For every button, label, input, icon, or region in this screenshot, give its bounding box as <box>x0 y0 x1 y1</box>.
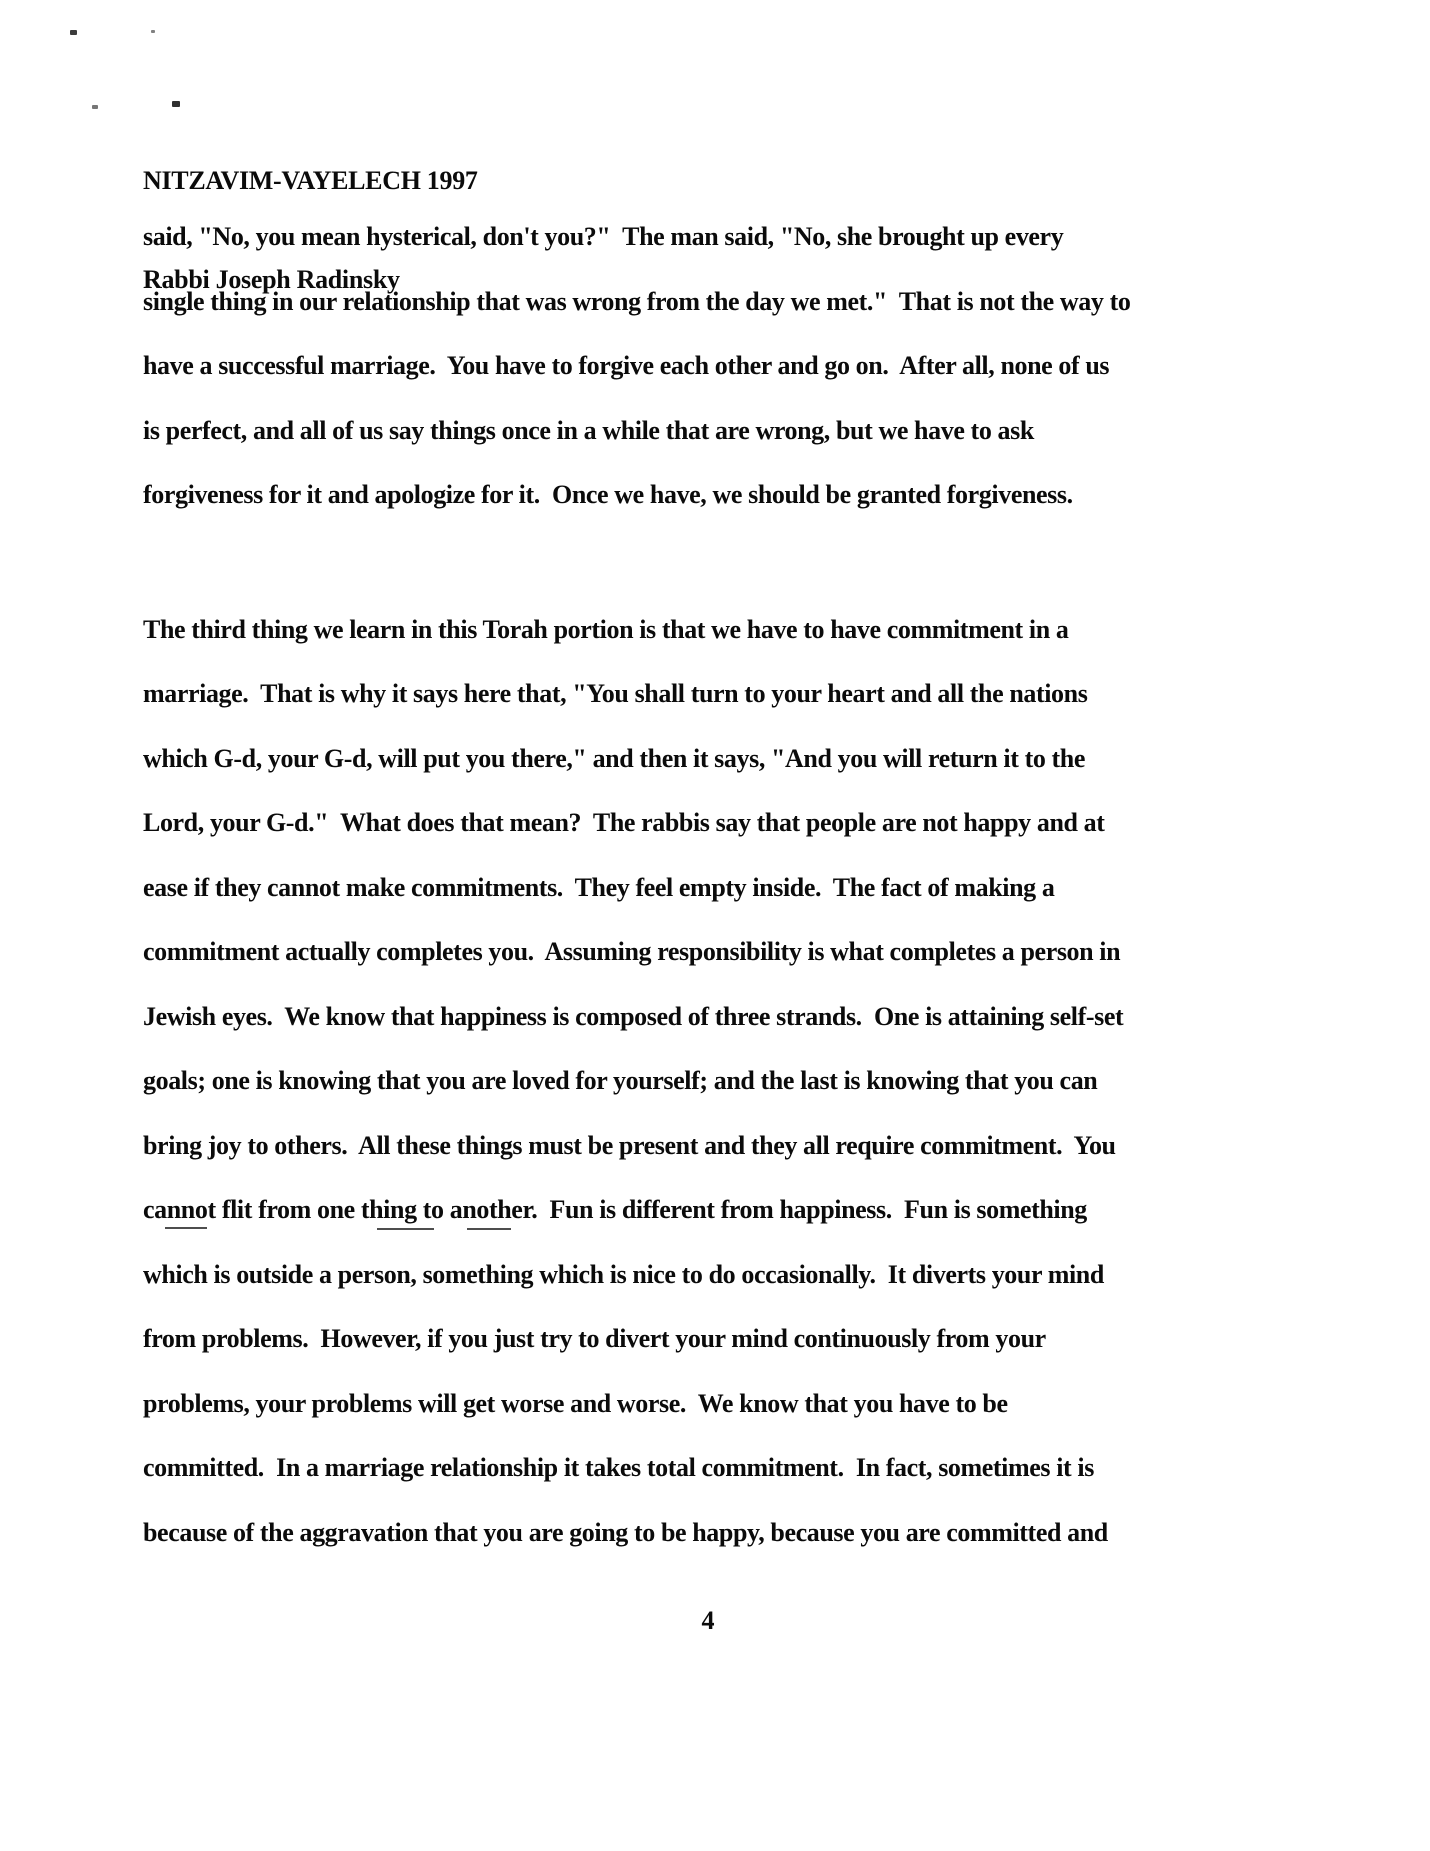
text-line: bring joy to others. All these things must be present and they all require commitment. You <box>143 1130 1116 1160</box>
text-line: ease if they cannot make commitments. They feel empty inside. The fact of making a <box>143 872 1055 902</box>
text-line: single thing in our relationship that was wrong from the day we met." That is not the way to <box>143 286 1131 316</box>
document-title: NITZAVIM-VAYELECH 1997 <box>143 166 478 195</box>
paragraph <box>143 205 1130 528</box>
scan-underline-artifact <box>377 1228 434 1230</box>
text-line: because of the aggravation that you are going to be happy, because you are committed and <box>143 1517 1108 1547</box>
text-line: forgiveness for it and apologize for it. Once we have, we should be granted forgiveness. <box>143 480 1073 509</box>
scan-underline-artifact <box>165 1227 207 1229</box>
scan-speck <box>70 30 77 35</box>
text-line: which G-d, your G-d, will put you there," and then it says, "And you will return it to the <box>143 743 1085 773</box>
text-line: commitment actually completes you. Assuming responsibility is what completes a person in <box>143 937 1121 966</box>
text-line: committed. In a marriage relationship it takes total commitment. In fact, sometimes it is <box>143 1453 1094 1482</box>
text-line: Jewish eyes. We know that happiness is composed of three strands. One is attaining self-set <box>143 1001 1124 1031</box>
text-line: from problems. However, if you just try to divert your mind continuously from your <box>143 1324 1046 1353</box>
text-line: have a successful marriage. You have to forgive each other and go on. After all, none of us <box>143 351 1110 380</box>
text-line: Lord, your G-d." What does that mean? The rabbis say that people are not happy and at <box>143 808 1105 837</box>
document-body <box>143 205 1130 1565</box>
scan-speck <box>92 105 98 109</box>
text-line: said, "No, you mean hysterical, don't you?" The man said, "No, she brought up every <box>143 222 1064 251</box>
text-line: problems, your problems will get worse and worse. We know that you have to be <box>143 1388 1008 1418</box>
document-author: Rabbi Joseph Radinsky <box>143 265 400 294</box>
text-line: goals; one is knowing that you are loved for yourself; and the last is knowing that you can <box>143 1066 1098 1095</box>
text-line: is perfect, and all of us say things once in a while that are wrong, but we have to ask <box>143 415 1034 445</box>
text-line: cannot flit from one thing to another. Fun is different from happiness. Fun is something <box>143 1195 1087 1224</box>
paragraph-gap <box>143 528 1130 598</box>
scan-underline-artifact <box>467 1228 511 1230</box>
scan-speck <box>151 30 155 33</box>
paragraph <box>143 598 1130 1566</box>
page-number: 4 <box>701 1606 715 1635</box>
text-line: marriage. That is why it says here that, "You shall turn to your heart and all the nations <box>143 679 1088 708</box>
text-line: which is outside a person, something which is nice to do occasionally. It diverts your mind <box>143 1259 1104 1289</box>
text-line: The third thing we learn in this Torah portion is that we have to have commitment in a <box>143 614 1069 644</box>
